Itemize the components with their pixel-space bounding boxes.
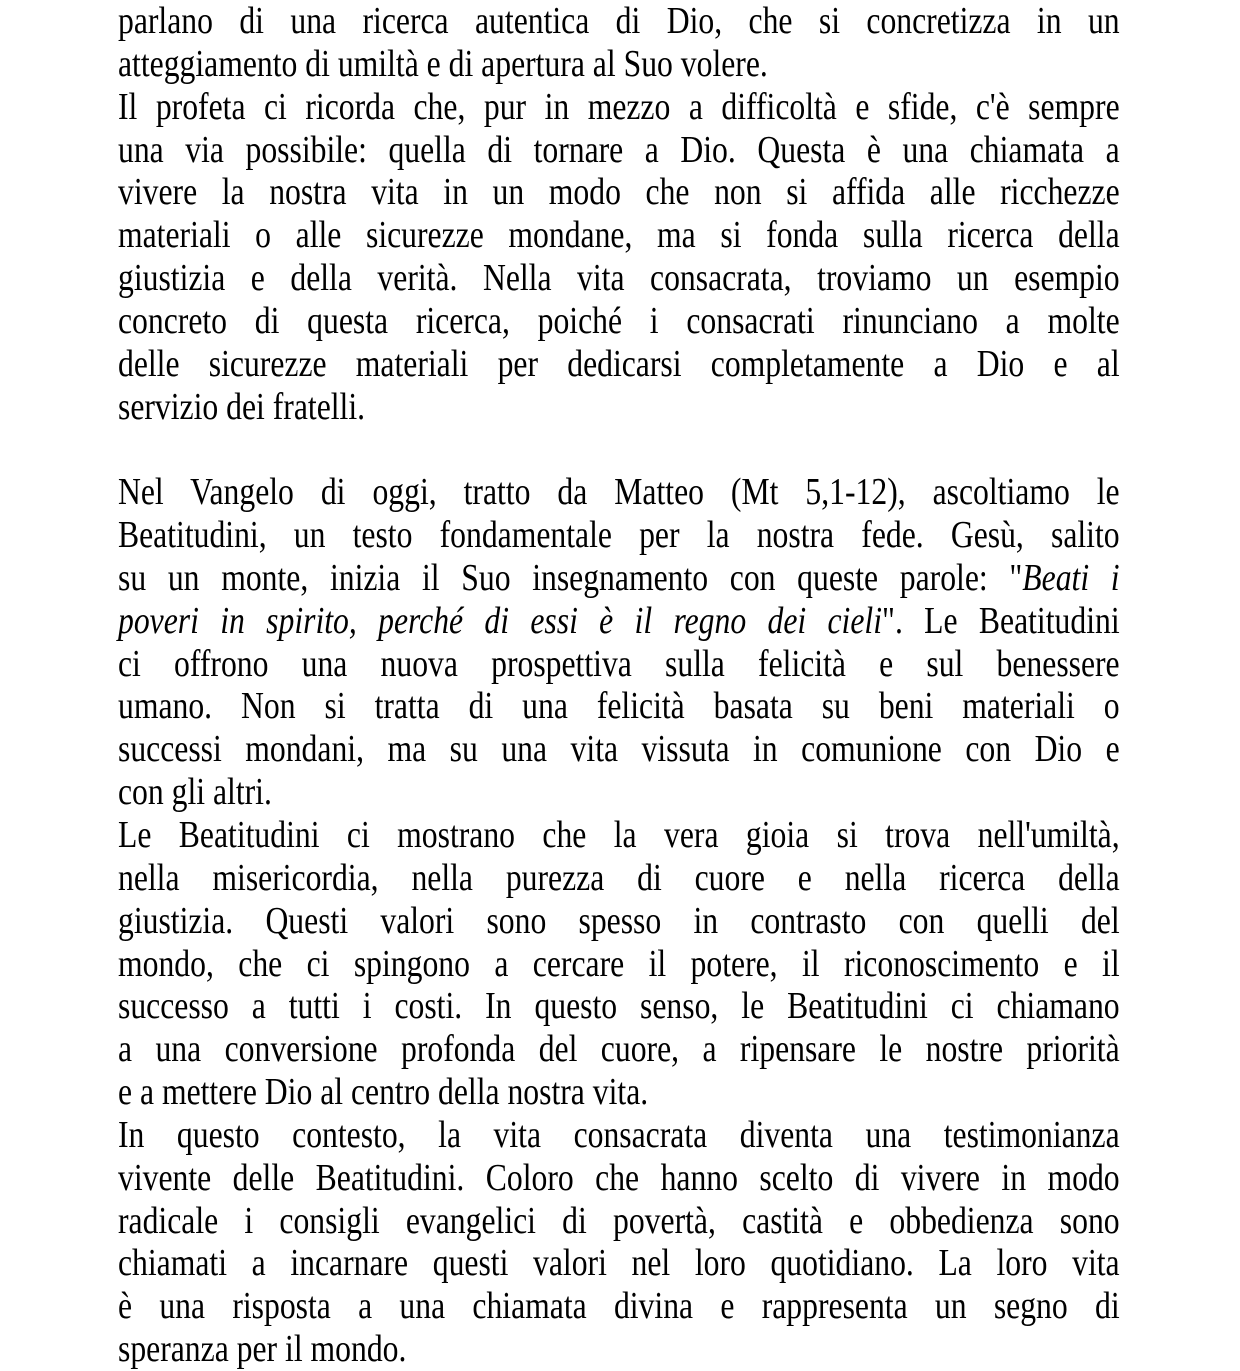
text-segment: ci offrono una nuova prospettiva sulla felicità e sul benessere — [118, 642, 1120, 685]
paragraph-4 — [118, 814, 1120, 1114]
text-line — [118, 1200, 1120, 1243]
document-body — [118, 0, 1120, 1371]
text-segment: giustizia e della verità. Nella vita consacrata, troviamo un esempio — [118, 257, 1120, 300]
text-line — [118, 1071, 1120, 1114]
text-segment: una via possibile: quella di tornare a Dio. Questa è una chiamata a — [118, 128, 1120, 171]
text-segment: successo a tutti i costi. In questo senso, le Beatitudini ci chiamano — [118, 985, 1120, 1028]
text-line — [118, 1328, 1120, 1371]
text-line — [118, 771, 1120, 814]
text-segment: mondo, che ci spingono a cercare il potere, il riconoscimento e il — [118, 942, 1120, 985]
text-segment: radicale i consigli evangelici di povertà, castità e obbedienza sono — [118, 1199, 1120, 1242]
paragraph-1 — [118, 0, 1120, 86]
text-line — [118, 728, 1120, 771]
text-segment: concreto di questa ricerca, poiché i consacrati rinunciano a molte — [118, 299, 1120, 342]
text-line — [118, 1285, 1120, 1328]
text-line — [118, 129, 1120, 172]
text-segment: umano. Non si tratta di una felicità basata su beni materiali o — [118, 685, 1120, 728]
paragraph-5 — [118, 1114, 1120, 1371]
paragraph-gap — [118, 428, 1120, 471]
text-line — [118, 814, 1120, 857]
text-segment: Il profeta ci ricorda che, pur in mezzo a difficoltà e sfide, c'è sempre — [118, 85, 1120, 128]
text-segment: speranza per il mondo. — [118, 1328, 407, 1371]
text-segment: e a mettere Dio al centro della nostra vita. — [118, 1071, 649, 1114]
text-segment: Beatitudini, un testo fondamentale per la nostra fede. Gesù, salito — [118, 514, 1120, 557]
text-segment: chiamati a incarnare questi valori nel loro quotidiano. La loro vita — [118, 1242, 1120, 1285]
text-segment: su un monte, inizia il Suo insegnamento con queste parole: " — [118, 556, 1023, 599]
text-segment: materiali o alle sicurezze mondane, ma si fonda sulla ricerca della — [118, 214, 1120, 257]
text-segment: delle sicurezze materiali per dedicarsi completamente a Dio e al — [118, 342, 1120, 385]
text-line — [118, 43, 1120, 86]
text-line — [118, 1157, 1120, 1200]
text-line — [118, 557, 1120, 600]
text-line — [118, 900, 1120, 943]
paragraph-3 — [118, 471, 1120, 814]
text-line — [118, 600, 1120, 643]
text-line — [118, 1242, 1120, 1285]
text-segment: servizio dei fratelli. — [118, 385, 366, 428]
text-line — [118, 0, 1120, 43]
text-segment: ". Le Beatitudini — [882, 599, 1120, 642]
text-line — [118, 685, 1120, 728]
text-line — [118, 257, 1120, 300]
text-line — [118, 514, 1120, 557]
text-line — [118, 471, 1120, 514]
text-segment: è una risposta a una chiamata divina e rappresenta un segno di — [118, 1285, 1120, 1328]
text-line — [118, 300, 1120, 343]
text-segment: Le Beatitudini ci mostrano che la vera gioia si trova nell'umiltà, — [118, 814, 1120, 857]
text-line — [118, 343, 1120, 386]
scripture-quote-segment: poveri in spirito, perché di essi è il regno dei cieli — [118, 599, 883, 642]
text-segment: successi mondani, ma su una vita vissuta in comunione con Dio e — [118, 728, 1120, 771]
text-segment: atteggiamento di umiltà e di apertura al Suo volere. — [118, 42, 768, 85]
text-line — [118, 386, 1120, 429]
text-line — [118, 985, 1120, 1028]
text-segment: a una conversione profonda del cuore, a ripensare le nostre priorità — [118, 1028, 1120, 1071]
text-segment: giustizia. Questi valori sono spesso in contrasto con quelli del — [118, 899, 1120, 942]
text-line — [118, 171, 1120, 214]
text-line — [118, 86, 1120, 129]
text-segment: vivente delle Beatitudini. Coloro che hanno scelto di vivere in modo — [118, 1156, 1120, 1199]
text-line — [118, 214, 1120, 257]
text-line — [118, 1028, 1120, 1071]
paragraph-2 — [118, 86, 1120, 429]
text-segment: Nel Vangelo di oggi, tratto da Matteo (Mt 5,1-12), ascoltiamo le — [118, 471, 1120, 514]
text-line — [118, 643, 1120, 686]
text-line — [118, 857, 1120, 900]
scripture-quote-segment: Beati i — [1022, 556, 1120, 599]
text-line — [118, 1114, 1120, 1157]
text-segment: parlano di una ricerca autentica di Dio, che si concretizza in un — [118, 0, 1120, 42]
text-segment: con gli altri. — [118, 771, 272, 814]
text-line — [118, 943, 1120, 986]
text-segment: In questo contesto, la vita consacrata diventa una testimonianza — [118, 1113, 1120, 1156]
text-segment: nella misericordia, nella purezza di cuore e nella ricerca della — [118, 856, 1120, 899]
text-segment: vivere la nostra vita in un modo che non si affida alle ricchezze — [118, 171, 1120, 214]
